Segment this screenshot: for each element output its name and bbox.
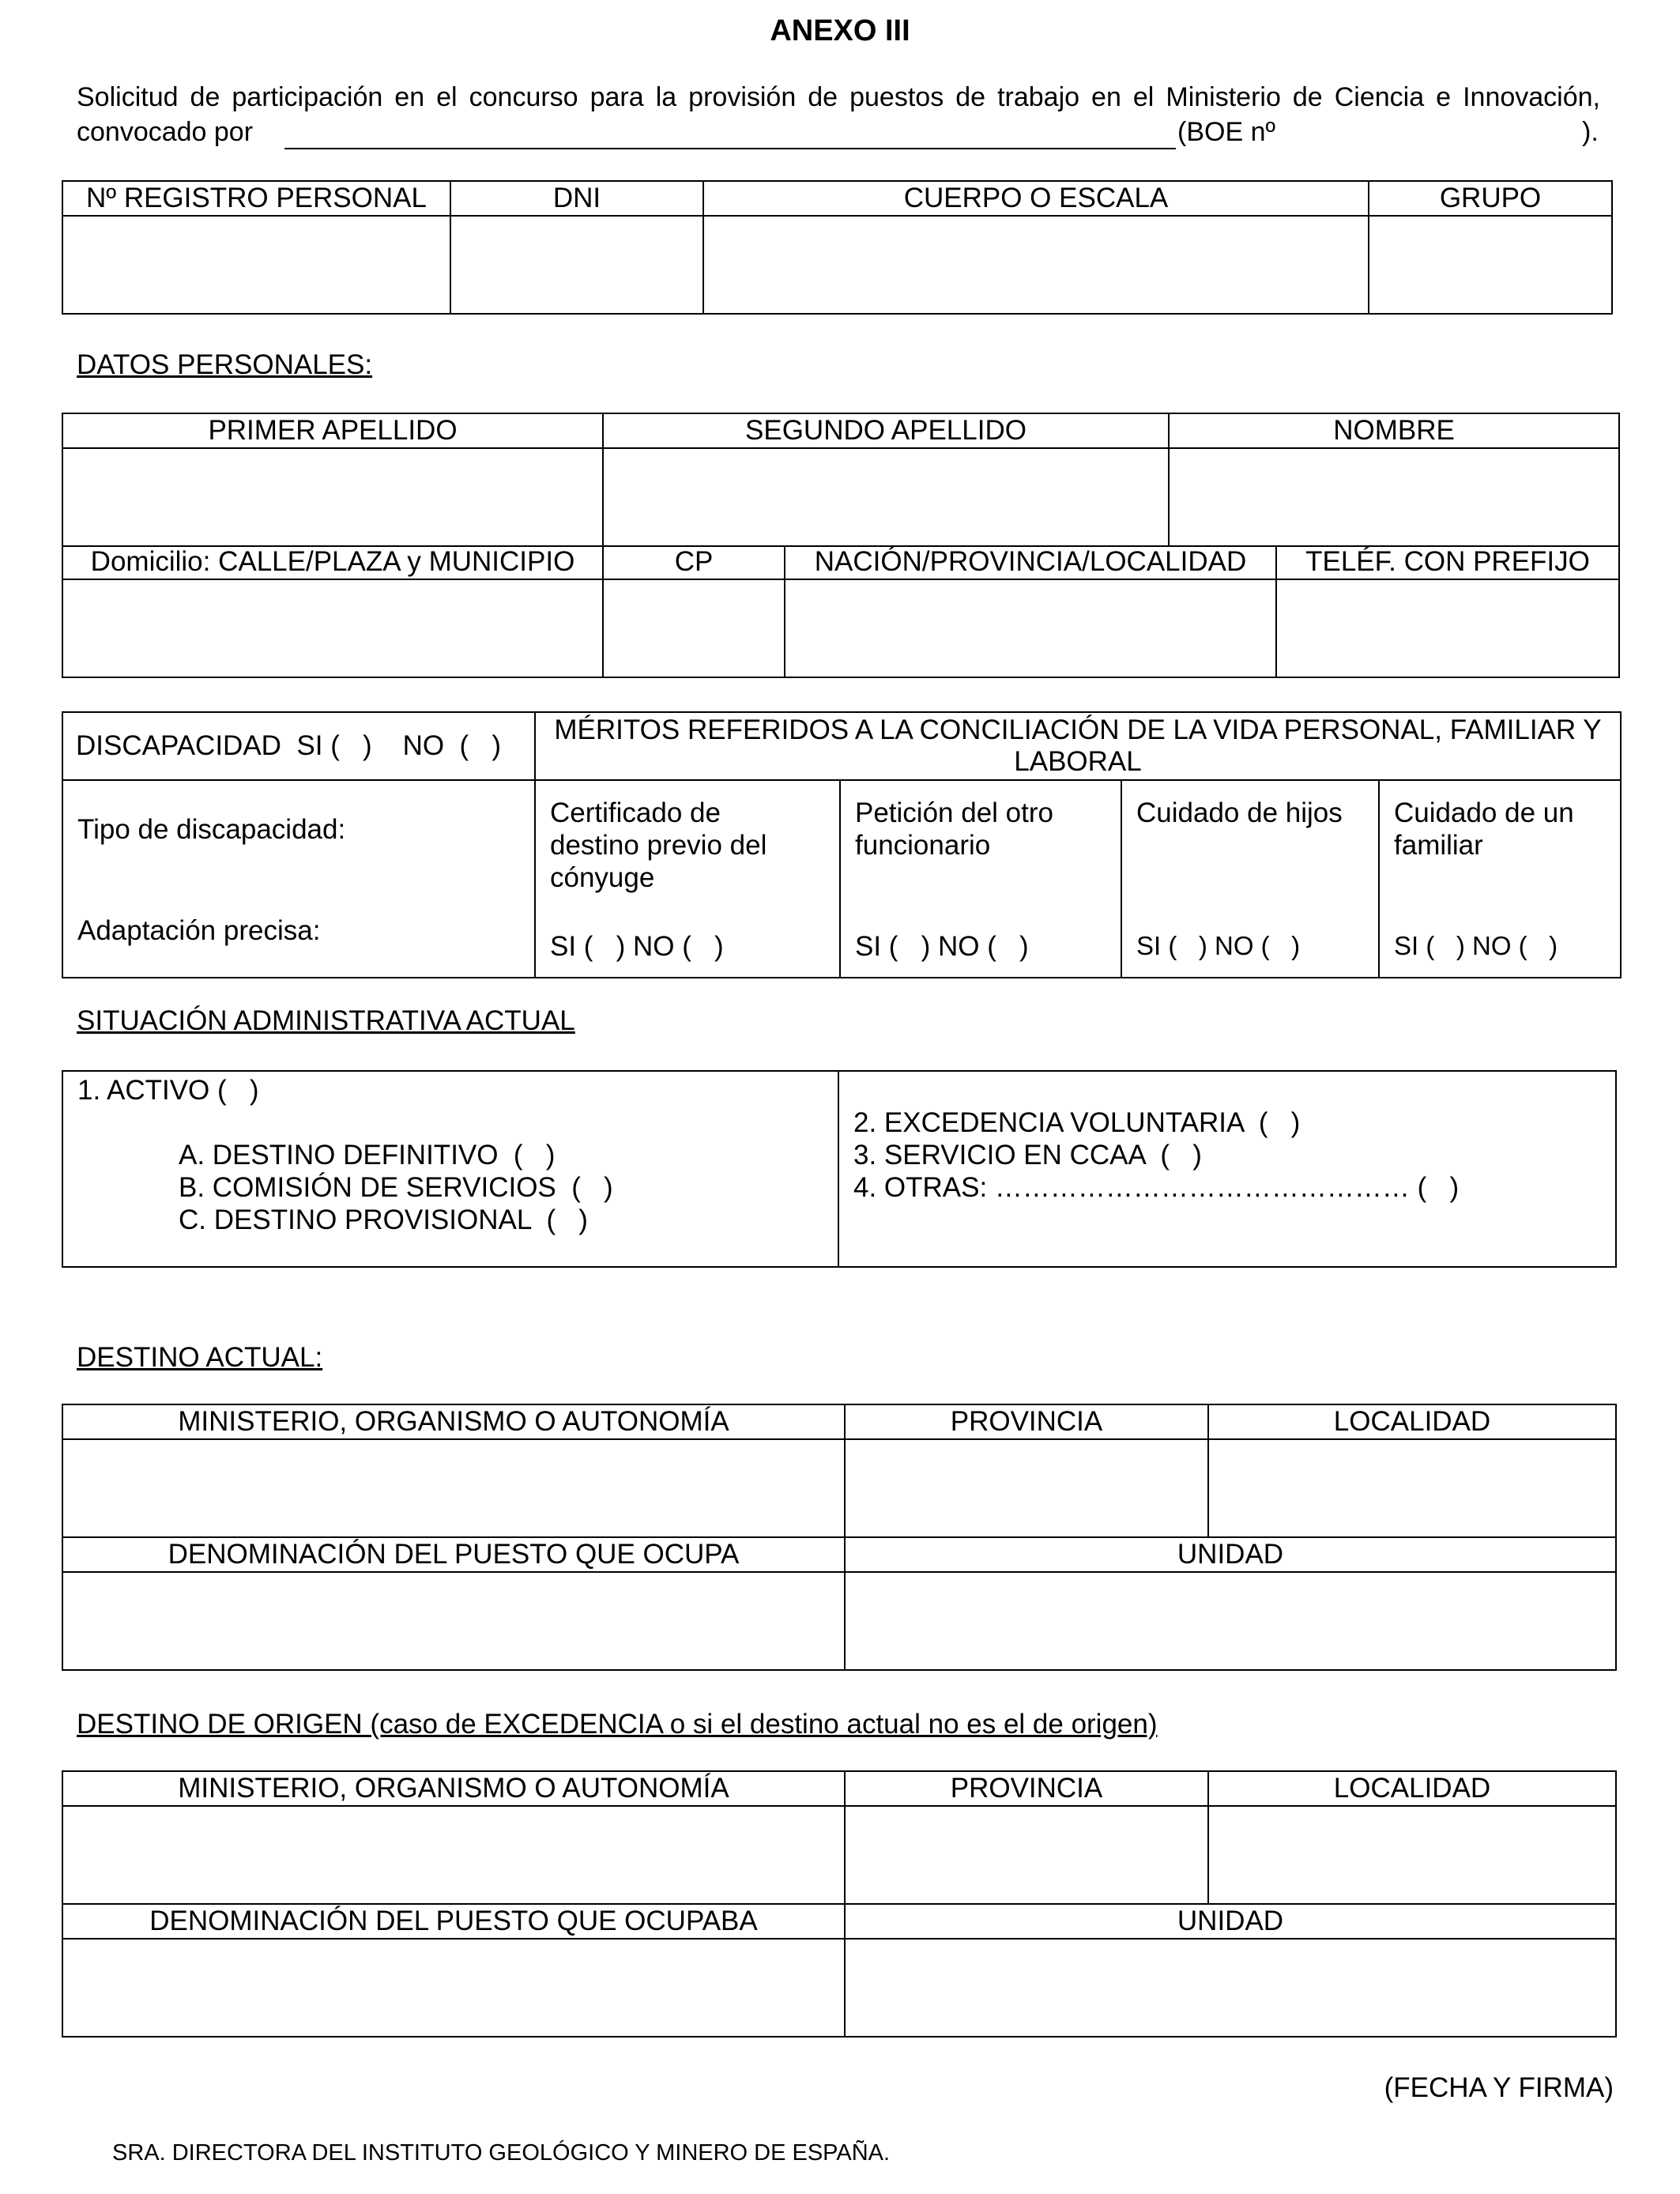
- intro-close: ).: [1582, 117, 1599, 147]
- field-dni[interactable]: [450, 216, 703, 314]
- header-registro-personal: Nº REGISTRO PERSONAL: [62, 181, 450, 216]
- header-denominacion-puesto: DENOMINACIÓN DEL PUESTO QUE OCUPABA: [62, 1904, 845, 1939]
- header-localidad: LOCALIDAD: [1208, 1771, 1616, 1806]
- header-provincia: PROVINCIA: [845, 1404, 1208, 1439]
- header-domicilio: Domicilio: CALLE/PLAZA y MUNICIPIO: [62, 545, 603, 579]
- opcion-destino-definitivo[interactable]: A. DESTINO DEFINITIVO ( ): [179, 1140, 556, 1171]
- header-telefono: TELÉF. CON PREFIJO: [1276, 545, 1619, 579]
- merito-label: Cuidado de hijos: [1136, 797, 1343, 828]
- opcion-servicio-ccaa[interactable]: 3. SERVICIO EN CCAA ( ): [853, 1140, 1202, 1171]
- registro-table: [62, 180, 1613, 315]
- header-segundo-apellido: SEGUNDO APELLIDO: [603, 413, 1169, 448]
- destinatario: SRA. DIRECTORA DEL INSTITUTO GEOLÓGICO Y MINERO DE ESPAÑA.: [112, 2140, 891, 2166]
- opcion-activo[interactable]: 1. ACTIVO ( ): [77, 1075, 259, 1106]
- field-nombre[interactable]: [1169, 448, 1619, 546]
- datos-personales-table-2: [62, 545, 1620, 678]
- header-nombre: NOMBRE: [1169, 413, 1619, 448]
- merito-options[interactable]: SI ( ) NO ( ): [1394, 931, 1558, 960]
- header-ministerio: MINISTERIO, ORGANISMO O AUTONOMÍA: [62, 1404, 845, 1439]
- intro-line-1: Solicitud de participación en el concurso para la provisión de puestos de trabajo en el Ministerio de Ciencia e Innovación,: [77, 82, 1600, 112]
- field-domicilio[interactable]: [62, 579, 603, 677]
- header-provincia: PROVINCIA: [845, 1771, 1208, 1806]
- field-denominacion-puesto[interactable]: [62, 1572, 845, 1670]
- meritos-title: MÉRITOS REFERIDOS A LA CONCILIACIÓN DE LA VIDA PERSONAL, FAMILIAR Y LABORAL: [535, 712, 1621, 780]
- discapacidad-si-no[interactable]: DISCAPACIDAD SI ( ) NO ( ): [76, 730, 502, 761]
- opcion-otras[interactable]: 4. OTRAS: ……………………………………… ( ): [853, 1172, 1460, 1203]
- field-grupo[interactable]: [1369, 216, 1612, 314]
- header-cuerpo-escala: CUERPO O ESCALA: [703, 181, 1369, 216]
- section-destino-actual: DESTINO ACTUAL:: [77, 1342, 323, 1373]
- section-datos-personales: DATOS PERSONALES:: [77, 349, 373, 380]
- destino-origen-table: [62, 1770, 1617, 2038]
- boe-field[interactable]: [1280, 117, 1580, 149]
- field-ministerio-origen[interactable]: [62, 1806, 845, 1904]
- merito-cuidado-familiar: [1379, 780, 1621, 978]
- header-ministerio: MINISTERIO, ORGANISMO O AUTONOMÍA: [62, 1771, 845, 1806]
- field-provincia-origen[interactable]: [845, 1806, 1208, 1904]
- field-ministerio[interactable]: [62, 1439, 845, 1537]
- convocado-label: convocado por: [77, 117, 254, 147]
- field-unidad[interactable]: [845, 1572, 1616, 1670]
- page-title: ANEXO III: [770, 14, 910, 47]
- field-localidad[interactable]: [1208, 1439, 1616, 1537]
- merito-options[interactable]: SI ( ) NO ( ): [1136, 931, 1301, 960]
- opcion-destino-provisional[interactable]: C. DESTINO PROVISIONAL ( ): [179, 1204, 588, 1235]
- header-cp: CP: [603, 545, 785, 579]
- header-denominacion-puesto: DENOMINACIÓN DEL PUESTO QUE OCUPA: [62, 1537, 845, 1572]
- header-dni: DNI: [450, 181, 703, 216]
- merito-options[interactable]: SI ( ) NO ( ): [855, 931, 1029, 962]
- fecha-firma: (FECHA Y FIRMA): [1384, 2072, 1614, 2103]
- merito-cuidado-hijos: [1121, 780, 1379, 978]
- merito-label: Petición del otro funcionario: [855, 797, 1053, 861]
- destino-actual-table: [62, 1404, 1617, 1671]
- discapacidad-table: [62, 711, 1622, 978]
- header-grupo: GRUPO: [1369, 181, 1612, 216]
- header-localidad: LOCALIDAD: [1208, 1404, 1616, 1439]
- field-denominacion-puesto-origen[interactable]: [62, 1939, 845, 2037]
- section-situacion-administrativa: SITUACIÓN ADMINISTRATIVA ACTUAL: [77, 1005, 575, 1036]
- field-cp[interactable]: [603, 579, 785, 677]
- boe-label: (BOE nº: [1177, 117, 1275, 147]
- field-cuerpo-escala[interactable]: [703, 216, 1369, 314]
- merito-label: Certificado de destino previo del cónyuge: [550, 797, 767, 893]
- header-primer-apellido: PRIMER APELLIDO: [62, 413, 603, 448]
- header-unidad: UNIDAD: [845, 1537, 1616, 1572]
- situacion-otras-cell: [838, 1071, 1616, 1267]
- field-unidad-origen[interactable]: [845, 1939, 1616, 2037]
- field-localidad-origen[interactable]: [1208, 1806, 1616, 1904]
- field-provincia[interactable]: [845, 1439, 1208, 1537]
- datos-personales-table-1: [62, 413, 1620, 547]
- field-primer-apellido[interactable]: [62, 448, 603, 546]
- header-nacion-provincia: NACIÓN/PROVINCIA/LOCALIDAD: [785, 545, 1276, 579]
- field-registro-personal[interactable]: [62, 216, 450, 314]
- opcion-comision-servicios[interactable]: B. COMISIÓN DE SERVICIOS ( ): [179, 1172, 613, 1203]
- adaptacion-precisa-label: Adaptación precisa:: [77, 915, 321, 946]
- field-nacion-provincia[interactable]: [785, 579, 1276, 677]
- merito-label: Cuidado de un familiar: [1394, 797, 1574, 861]
- merito-conyuge: [535, 780, 840, 978]
- header-unidad: UNIDAD: [845, 1904, 1616, 1939]
- merito-options[interactable]: SI ( ) NO ( ): [550, 931, 724, 962]
- discapacidad-label: [62, 712, 535, 780]
- field-telefono[interactable]: [1276, 579, 1619, 677]
- situacion-activo-cell: [62, 1071, 838, 1267]
- tipo-discapacidad-label: Tipo de discapacidad:: [77, 814, 346, 845]
- convocado-field[interactable]: [284, 148, 1176, 149]
- field-segundo-apellido[interactable]: [603, 448, 1169, 546]
- section-destino-origen: DESTINO DE ORIGEN (caso de EXCEDENCIA o si el destino actual no es el de origen): [77, 1709, 1158, 1740]
- opcion-excedencia-voluntaria[interactable]: 2. EXCEDENCIA VOLUNTARIA ( ): [853, 1107, 1301, 1138]
- situacion-table: [62, 1070, 1617, 1268]
- merito-otro-funcionario: [840, 780, 1121, 978]
- discapacidad-detalle: [62, 780, 535, 978]
